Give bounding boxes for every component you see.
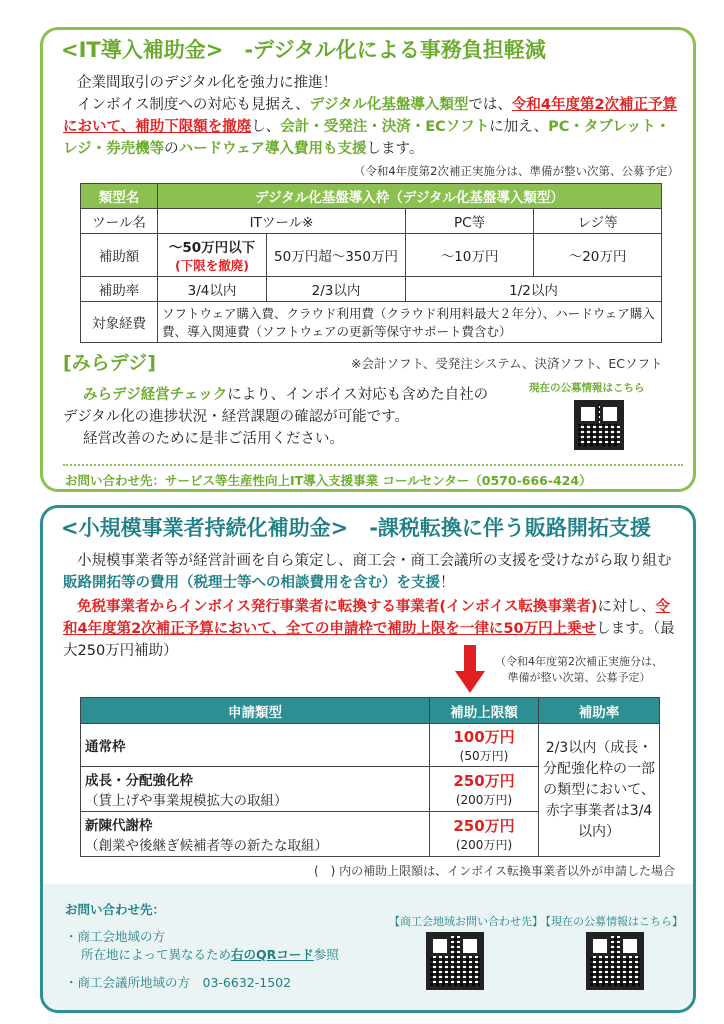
it-p2k: します。 bbox=[366, 141, 424, 157]
sb-p1a: 小規模事業者等が経営計画を自ら策定し、商工会・商工会議所の支援を受けながら取り組む bbox=[77, 553, 672, 569]
it-r2c1: 補助額 bbox=[81, 234, 158, 277]
it-qr-code[interactable] bbox=[574, 400, 624, 450]
sb-row2-sub: （賃上げや事業規模拡大の取組） bbox=[85, 793, 288, 809]
it-title: <IT導入補助金> -デジタル化による事務負担軽減 bbox=[61, 38, 546, 62]
it-contact: お問い合わせ先：サービス等生産性向上IT導入支援事業 コールセンター（0570-666-424） bbox=[65, 473, 592, 488]
it-p2e: し、 bbox=[251, 119, 281, 135]
it-p2a: インボイス制度への対応も見据え、 bbox=[77, 97, 310, 113]
it-p2j: ハードウェア導入費用も支援 bbox=[178, 141, 367, 157]
it-r3c4: 1/2以内 bbox=[406, 277, 662, 302]
it-note: （令和4年度第2次補正実施分は、準備が整い次第、公募予定） bbox=[353, 164, 679, 178]
sb-p2b: に対し、 bbox=[597, 599, 656, 615]
it-r3c3: 2/3以内 bbox=[267, 277, 406, 302]
small-business-section bbox=[40, 505, 696, 1013]
it-min-amount: ～50万円以下 bbox=[168, 240, 256, 256]
mirai-text bbox=[63, 384, 493, 450]
sb-row1-amt bbox=[430, 724, 539, 767]
sb-c2: ・商工会議所地域の方 03-6632-1502 bbox=[65, 975, 292, 990]
it-r3c2: 3/4以内 bbox=[158, 277, 267, 302]
mirai-title: [みらデジ] bbox=[63, 352, 156, 374]
sb-qr1-label: 【商工会地域お問い合わせ先】 bbox=[389, 915, 543, 928]
it-r2c3: 50万円超～350万円 bbox=[267, 234, 406, 277]
it-p2d: 令和4年度第2次補正予算において、補助下限額を撤廃 bbox=[63, 97, 678, 135]
mirai-check: みらデジ経営チェック bbox=[83, 387, 228, 403]
sb-contacts bbox=[65, 928, 339, 992]
sb-table bbox=[80, 697, 660, 857]
it-r1c3: PC等 bbox=[406, 209, 534, 234]
it-r2c5: ～20万円 bbox=[534, 234, 662, 277]
mirai-desc: により、インボイス対応も含めた自社のデジタル化の進捗状況・経営課題の確認が可能です。 bbox=[63, 387, 489, 425]
sb-row2-amount: 250万円 bbox=[453, 772, 515, 790]
sb-row2-name bbox=[81, 767, 430, 812]
it-p2i: の bbox=[164, 141, 179, 157]
it-min-removed: (下限を撤廃) bbox=[175, 258, 249, 273]
sb-th3: 補助率 bbox=[539, 698, 660, 724]
shokokai-qr-code[interactable] bbox=[426, 932, 484, 990]
sb-row3-title: 新陳代謝枠 bbox=[85, 818, 153, 834]
sb-th1: 申請類型 bbox=[81, 698, 430, 724]
sb-row2-orig: (200万円) bbox=[455, 793, 513, 807]
it-r4c1: 対象経費 bbox=[81, 302, 158, 343]
it-qr-label: 現在の公募情報はこちら bbox=[529, 382, 645, 394]
it-p1: 企業間取引のデジタル化を強力に推進！ bbox=[77, 75, 338, 91]
sb-row3-name bbox=[81, 812, 430, 857]
it-subsidy-section bbox=[40, 27, 696, 492]
sb-title: <小規模事業者持続化補助金> -課税転換に伴う販路開拓支援 bbox=[61, 516, 651, 540]
sb-qr2-label: 【現在の公募情報はこちら】 bbox=[540, 915, 683, 928]
it-r4c2: ソフトウェア購入費、クラウド利用費（クラウド利用料最大２年分）、ハードウェア購入費、導入関連費（ソフトウェアの更新等保守サポート費含む） bbox=[158, 302, 662, 343]
it-intro bbox=[63, 72, 679, 182]
it-p2g: に加え、 bbox=[489, 119, 549, 135]
it-r1c4: レジ等 bbox=[534, 209, 662, 234]
sb-c1b-a: 所在地によって異なるため bbox=[81, 947, 232, 962]
it-p2h: PC・タブレット・レジ・券売機等 bbox=[63, 119, 671, 157]
mirai-note: ※会計ソフト、受発注システム、決済ソフト、ECソフト bbox=[351, 356, 663, 371]
it-p2c: では、 bbox=[468, 97, 512, 113]
sb-th2: 補助上限額 bbox=[430, 698, 539, 724]
it-r3c1: 補助率 bbox=[81, 277, 158, 302]
it-th2: デジタル化基盤導入枠（デジタル化基盤導入類型） bbox=[158, 184, 662, 209]
it-r1c2: ITツール※ bbox=[158, 209, 406, 234]
sb-info-qr-code[interactable] bbox=[586, 932, 644, 990]
sb-p1b: 販路開拓等の費用（税理士等への相談費用を含む）を支援 bbox=[63, 575, 440, 591]
sb-footnote: ( ) 内の補助上限額は、インボイス転換事業者以外が申請した場合 bbox=[313, 864, 675, 878]
sb-rate: 2/3以内（成長・分配強化枠の一部の類型において、赤字事業者は3/4以内） bbox=[539, 724, 660, 857]
sb-note2: 準備が整い次第、公募予定） bbox=[507, 671, 651, 684]
sb-row1-orig: (50万円) bbox=[459, 749, 509, 763]
sb-row1-amount: 100万円 bbox=[453, 728, 515, 746]
divider bbox=[63, 464, 683, 466]
sb-row3-sub: （創業や後継ぎ候補者等の新たな取組） bbox=[85, 838, 328, 854]
sb-p1c: ！ bbox=[440, 575, 455, 591]
mirai-p2: 経営改善のために是非ご活用ください。 bbox=[83, 431, 344, 447]
sb-row1-name: 通常枠 bbox=[81, 724, 430, 767]
sb-row3-amount: 250万円 bbox=[453, 817, 515, 835]
it-r1c1: ツール名 bbox=[81, 209, 158, 234]
sb-row3-amt bbox=[430, 812, 539, 857]
sb-p2d: します。（最大250万円補助） bbox=[63, 621, 675, 659]
it-r2c4: ～10万円 bbox=[406, 234, 534, 277]
it-p2f: 会計・受発注・決済・ECソフト bbox=[280, 119, 490, 135]
sb-row2-amt bbox=[430, 767, 539, 812]
sb-row3-orig: (200万円) bbox=[455, 838, 513, 852]
it-p2b: デジタル化基盤導入類型 bbox=[309, 97, 469, 113]
sb-qr-link[interactable]: 右のQRコード bbox=[231, 947, 314, 962]
down-arrow-icon bbox=[455, 645, 485, 693]
it-th1: 類型名 bbox=[81, 184, 158, 209]
sb-contact-title: お問い合わせ先： bbox=[65, 902, 166, 917]
it-r2c2 bbox=[158, 234, 267, 277]
sb-intro bbox=[63, 550, 679, 662]
sb-p2c: 令和4年度第2次補正予算において、全ての申請枠で補助上限を一律に50万円上乗せ bbox=[63, 599, 670, 637]
sb-c1b-c: 参照 bbox=[313, 947, 339, 962]
it-table bbox=[80, 183, 662, 343]
sb-note bbox=[495, 653, 663, 685]
sb-c1: ・商工会地域の方 bbox=[65, 929, 166, 944]
sb-row2-title: 成長・分配強化枠 bbox=[85, 773, 193, 789]
sb-note1: （令和4年度第2次補正実施分は、 bbox=[495, 655, 663, 668]
sb-p2a: 免税事業者からインボイス発行事業者に転換する事業者(インボイス転換事業者) bbox=[77, 599, 598, 615]
